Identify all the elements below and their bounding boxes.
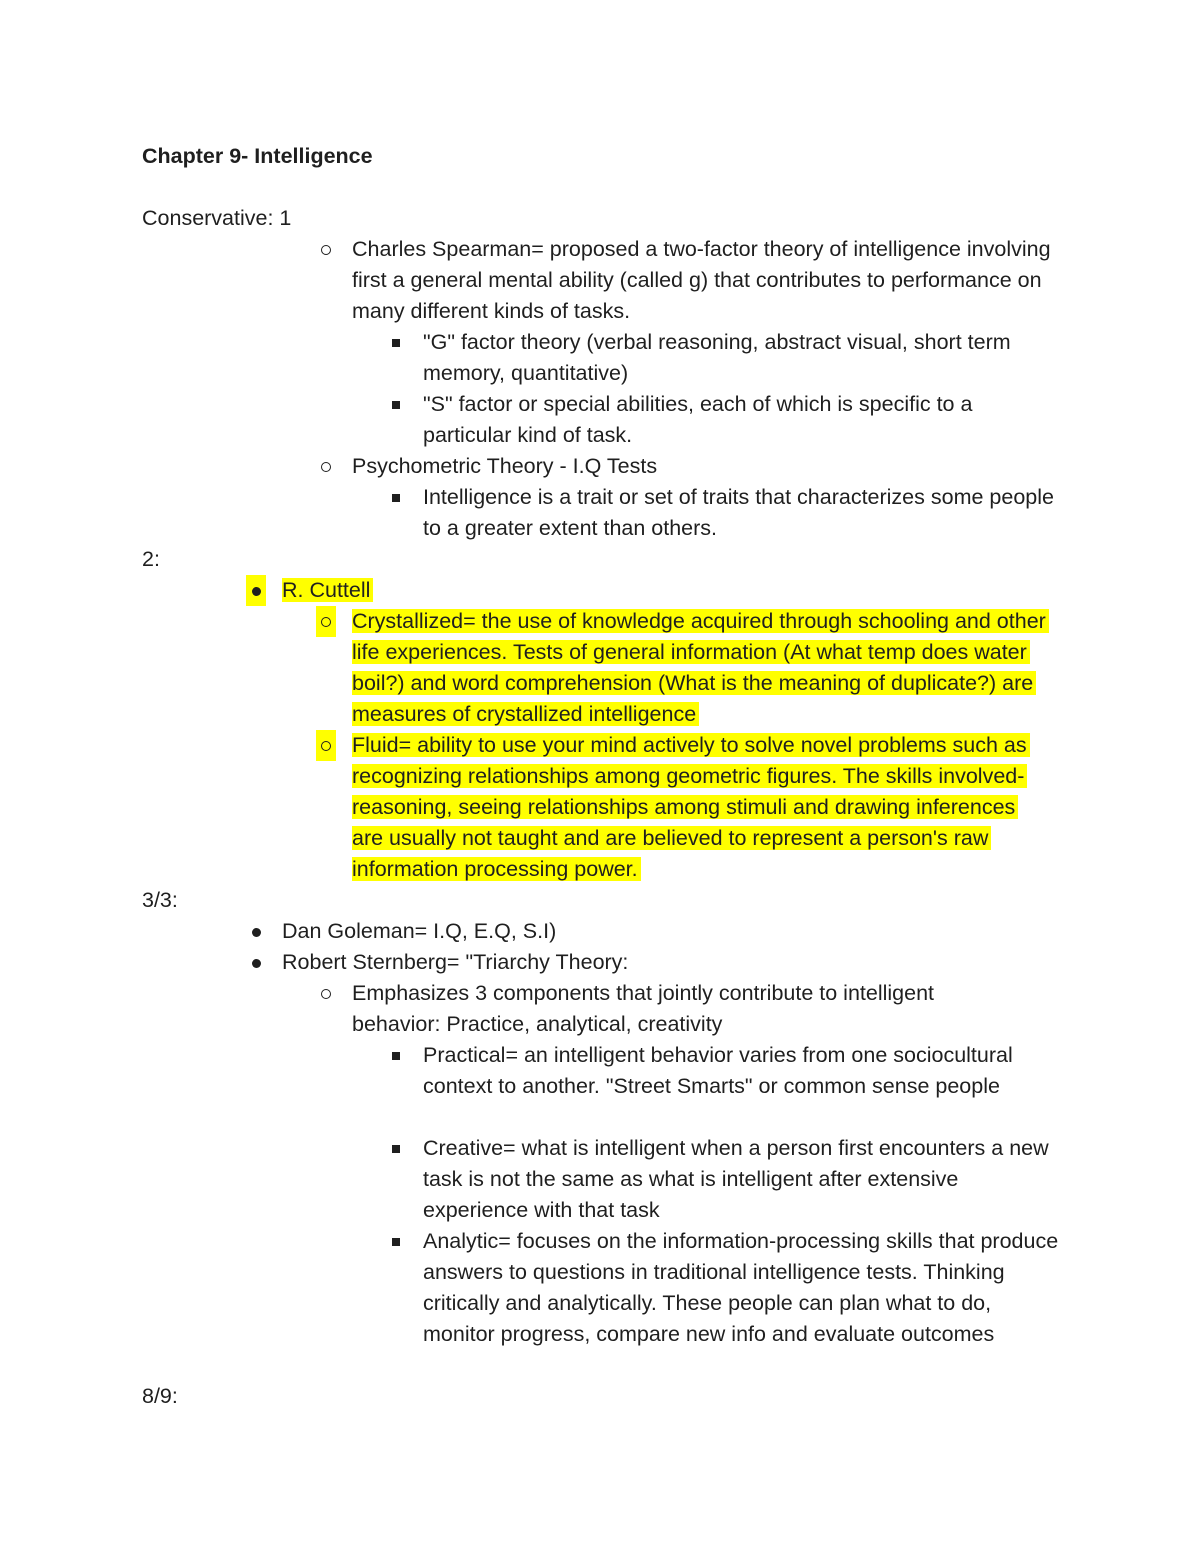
list-item-crystallized: Crystallized= the use of knowledge acquired through schooling and other life experiences. Tests of general information (At what temp does water boil?) and word comprehension (What is the meaning of duplicate?) are measures of crystallized intelligence (352, 606, 1064, 730)
list-item-analytic: Analytic= focuses on the information-processing skills that produce answers to questions in traditional intelligence tests. Thinking critically and analytically. These people can plan what to do, monitor progress, compare new info and evaluate outcomes (423, 1229, 1059, 1346)
hollow-circle-bullet-icon (316, 451, 336, 482)
filled-bullet-icon (246, 916, 266, 947)
section-label-conservative: Conservative: 1 (142, 206, 292, 230)
list-item-g-factor: "G" factor theory (verbal reasoning, abstract visual, short term memory, quantitative) (423, 330, 1011, 385)
hollow-circle-bullet-icon (316, 606, 336, 637)
list-item-creative: Creative= what is intelligent when a person first encounters a new task is not the same as what is intelligent after extensive experience with that task (423, 1136, 1049, 1222)
list-item-trait: Intelligence is a trait or set of traits that characterizes some people to a greater extent than others. (423, 485, 1054, 540)
square-bullet-icon (386, 389, 406, 420)
square-bullet-icon (386, 1040, 406, 1071)
square-bullet-icon (386, 482, 406, 513)
list-item-cuttell: R. Cuttell (282, 575, 1082, 606)
page-title: Chapter 9- Intelligence (142, 144, 373, 168)
filled-bullet-icon (246, 575, 266, 606)
list-item-goleman: Dan Goleman= I.Q, E.Q, S.I) (282, 919, 557, 943)
hollow-circle-bullet-icon (316, 978, 336, 1009)
list-item-psychometric: Psychometric Theory - I.Q Tests (352, 454, 658, 478)
square-bullet-icon (386, 1226, 406, 1257)
section-label-8-9: 8/9: (142, 1384, 178, 1408)
list-item-practical: Practical= an intelligent behavior varies from one sociocultural context to another. "Street Smarts" or common sense people (423, 1043, 1013, 1098)
list-item-fluid: Fluid= ability to use your mind actively to solve novel problems such as recognizing relationships among geometric figures. The skills involved- reasoning, seeing relationships among stimuli and drawing inferences are usually not taught and are believed to represent a person's raw information processing power. (352, 730, 1044, 885)
hollow-circle-bullet-icon (316, 730, 336, 761)
section-label-2: 2: (142, 547, 160, 571)
list-item-s-factor: "S" factor or special abilities, each of which is specific to a particular kind of task. (423, 392, 973, 447)
list-item-sternberg: Robert Sternberg= "Triarchy Theory: (282, 950, 629, 974)
list-item-spearman: Charles Spearman= proposed a two-factor theory of intelligence involving first a general mental ability (called g) that contributes to performance on many different kinds of tasks. (352, 237, 1051, 323)
filled-bullet-icon (246, 947, 266, 978)
square-bullet-icon (386, 1133, 406, 1164)
square-bullet-icon (386, 327, 406, 358)
section-label-3-3: 3/3: (142, 888, 178, 912)
hollow-circle-bullet-icon (316, 234, 336, 265)
list-item-emphasizes: Emphasizes 3 components that jointly contribute to intelligent behavior: Practice, analytical, creativity (352, 981, 935, 1036)
